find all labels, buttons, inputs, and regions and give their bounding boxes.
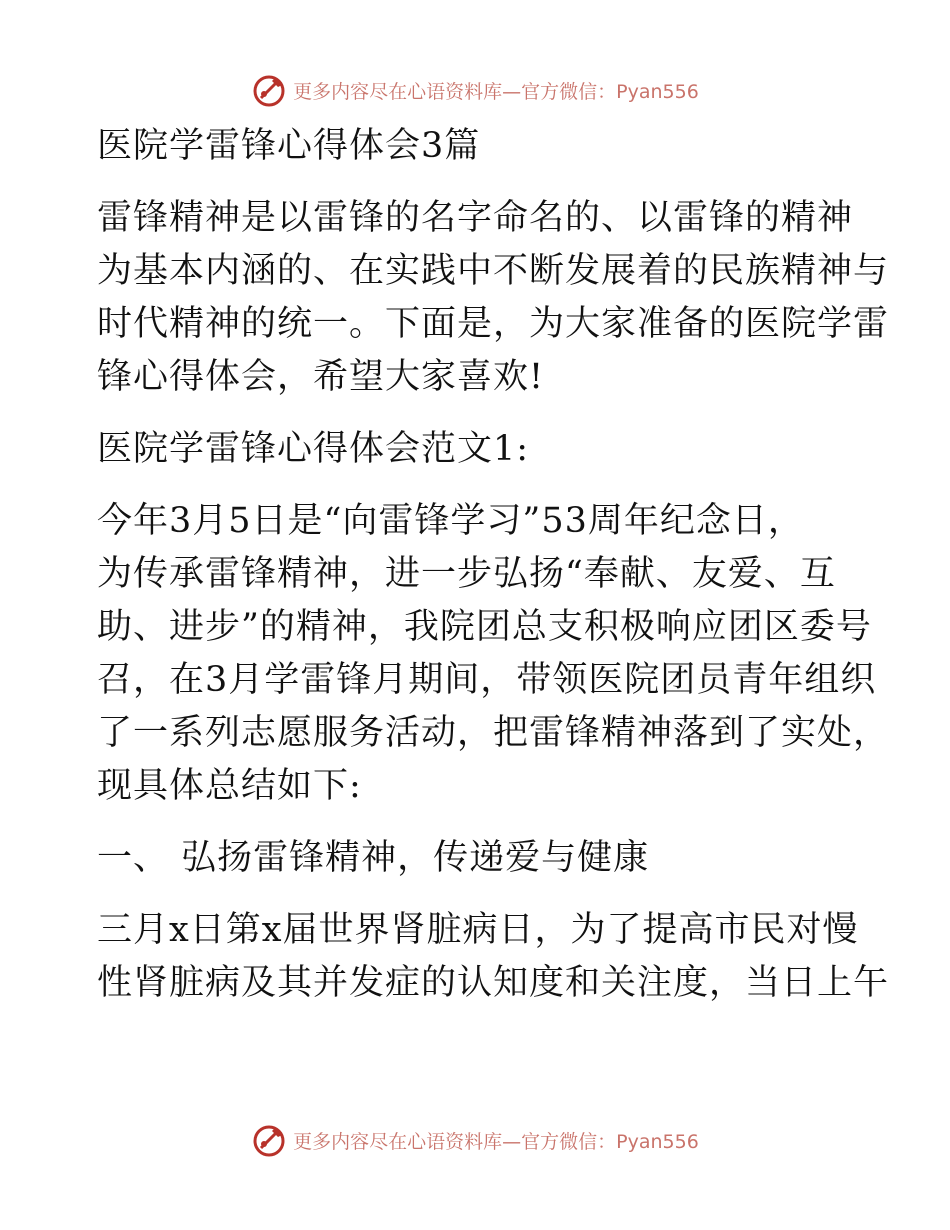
document-body [97,120,890,1010]
text-line: 了一系列志愿服务活动，把雷锋精神落到了实处， [97,713,890,753]
banner-text: 更多内容尽在心语资料库—官方微信：Pyan556 [293,80,699,103]
text-line: 时代精神的统一。下面是，为大家准备的医院学雷 [97,304,890,344]
paragraph-1 [97,495,890,813]
text-line: 今年3月5日是“向雷锋学习”53周年纪念日， [97,501,804,541]
paragraph-2 [97,904,890,1010]
text-line: 雷锋精神是以雷锋的名字命名的、以雷锋的精神 [97,198,854,238]
banner-text: 更多内容尽在心语资料库—官方微信：Pyan556 [293,1130,699,1153]
brand-logo-icon [251,72,287,108]
text-line: 一、 弘扬雷锋精神，传递爱与健康 [97,838,650,878]
brand-logo-icon [251,1122,287,1158]
text-line: 为传承雷锋精神，进一步弘扬“奉献、友爱、互 [97,554,836,594]
text-line: 锋心得体会，希望大家喜欢! [97,357,545,397]
header-banner [0,70,950,110]
text-line: 现具体总结如下: [97,766,362,806]
section-heading [97,423,857,476]
text-line: 召，在3月学雷锋月期间，带领医院团员青年组织 [97,660,877,700]
text-line: 医院学雷锋心得体会范文1: [97,429,530,469]
text-line: 三月x日第x届世界肾脏病日，为了提高市民对慢 [97,910,859,950]
subheading [97,832,857,885]
text-line: 助、进步”的精神，我院团总支积极响应团区委号 [97,607,872,647]
footer-banner [0,1120,950,1160]
intro-paragraph [97,192,890,404]
text-line: 为基本内涵的、在实践中不断发展着的民族精神与 [97,251,890,291]
text-line: 性肾脏病及其并发症的认知度和关注度，当日上午 [97,963,890,1003]
document-title: 医院学雷锋心得体会3篇 [97,126,481,166]
